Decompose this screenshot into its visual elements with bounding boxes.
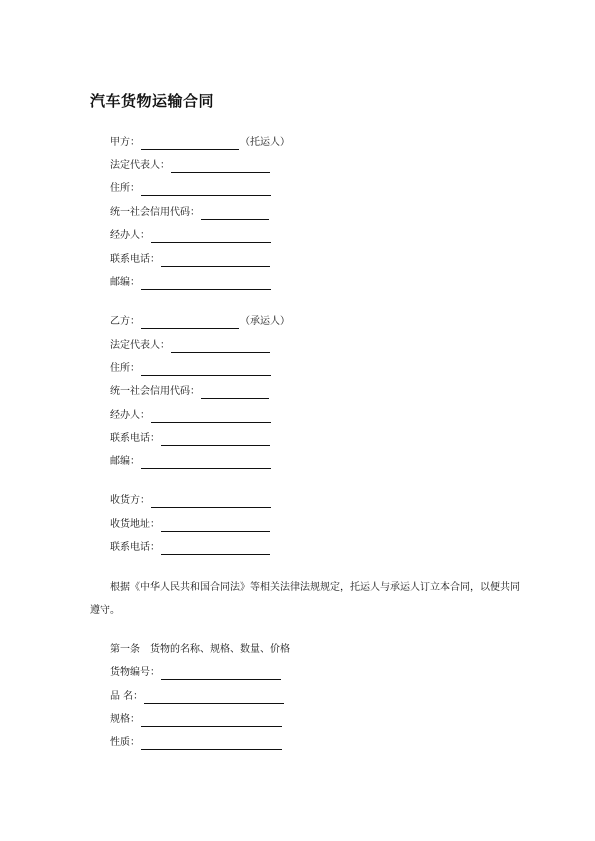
consignee-address-label: 收货地址： [110,519,160,530]
party-a-name-field [110,136,290,150]
product-name-blank[interactable] [144,691,284,704]
party-b-agent-field [110,409,271,423]
party-a-credit-blank[interactable] [201,207,269,220]
party-b-address-field [110,362,271,376]
article-1-number: 第一条 [110,644,140,655]
party-b-postcode-blank[interactable] [141,456,271,469]
consignee-phone-blank[interactable] [161,542,270,555]
party-b-agent-label: 经办人： [110,410,150,421]
party-b-credit-label: 统一社会信用代码： [110,386,200,397]
party-b-address-label: 住所： [110,363,140,374]
party-b-phone-blank[interactable] [161,433,270,446]
party-b-rep-label: 法定代表人： [110,340,170,351]
party-a-role: （托运人） [240,137,290,148]
preamble-paragraph: 根据《中华人民共和国合同法》等相关法律法规规定，托运人与承运人订立本合同，以便共同遵守。 [90,582,520,616]
party-b-role: （承运人） [240,316,290,327]
party-b-agent-blank[interactable] [151,410,271,423]
party-a-postcode-label: 邮编： [110,277,140,288]
consignee-phone-field [110,541,270,555]
party-b-rep-blank[interactable] [171,340,270,353]
nature-field [110,736,282,750]
party-a-agent-blank[interactable] [151,230,271,243]
spec-label: 规格： [110,714,140,725]
party-b-phone-field [110,432,270,446]
nature-blank[interactable] [141,737,282,750]
party-b-name-field [110,315,290,329]
party-b-postcode-field [110,455,271,469]
party-a-postcode-blank[interactable] [141,277,271,290]
party-b-rep-field [110,339,270,353]
party-b-phone-label: 联系电话： [110,433,160,444]
party-a-phone-label: 联系电话： [110,254,160,265]
consignee-address-blank[interactable] [161,519,270,532]
party-a-address-blank[interactable] [141,183,271,196]
product-name-field [110,690,284,704]
spec-blank[interactable] [141,714,282,727]
party-b-name-label: 乙方： [110,316,140,327]
consignee-name-blank[interactable] [151,495,271,508]
spec-field [110,713,282,727]
product-name-label: 品 名： [110,691,144,702]
party-a-rep-label: 法定代表人： [110,160,170,171]
goods-code-field [110,666,281,680]
article-1-title: 货物的名称、规格、数量、价格 [150,644,290,655]
consignee-phone-label: 联系电话： [110,542,160,553]
article-1-heading [110,643,290,657]
party-a-credit-field [110,206,269,220]
party-a-credit-label: 统一社会信用代码： [110,207,200,218]
party-b-name-blank[interactable] [141,316,239,329]
party-a-agent-label: 经办人： [110,230,150,241]
party-b-credit-blank[interactable] [201,386,269,399]
party-b-address-blank[interactable] [141,363,271,376]
consignee-name-label: 收货方： [110,495,150,506]
party-a-agent-field [110,229,271,243]
party-a-postcode-field [110,276,271,290]
party-a-phone-field [110,253,270,267]
consignee-address-field [110,518,270,532]
consignee-name-field [110,494,271,508]
party-a-address-label: 住所： [110,183,140,194]
nature-label: 性质： [110,737,140,748]
party-a-name-blank[interactable] [141,137,239,150]
goods-code-blank[interactable] [161,667,281,680]
party-b-postcode-label: 邮编： [110,456,140,467]
party-a-phone-blank[interactable] [161,254,270,267]
party-a-name-label: 甲方： [110,137,140,148]
party-a-address-field [110,182,271,196]
document-title: 汽车货物运输合同 [90,92,215,110]
party-a-rep-blank[interactable] [171,160,270,173]
goods-code-label: 货物编号： [110,667,160,678]
party-b-credit-field [110,385,269,399]
party-a-rep-field [110,159,270,173]
